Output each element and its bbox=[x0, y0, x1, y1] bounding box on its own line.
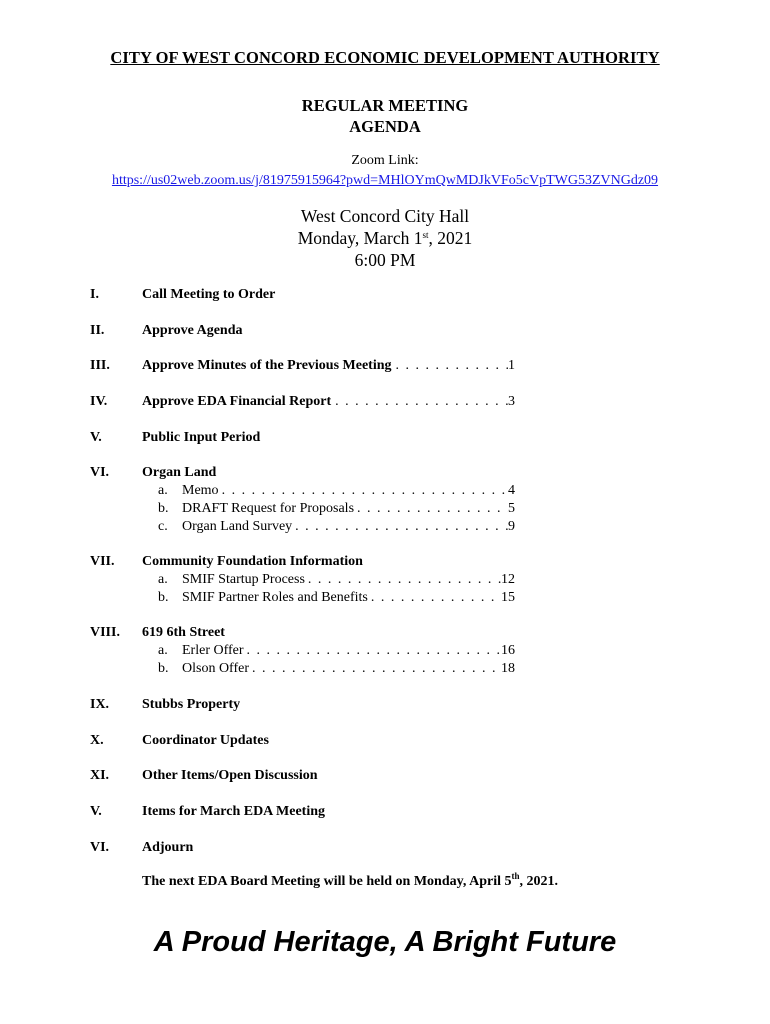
agenda-item-stubbs-property: Stubbs Property bbox=[142, 697, 241, 712]
zoom-label: Zoom Link: bbox=[351, 153, 419, 168]
sub-item bbox=[158, 483, 515, 499]
agenda-title: AGENDA bbox=[349, 117, 421, 136]
city-tagline: A Proud Heritage, A Bright Future bbox=[153, 926, 617, 958]
agenda-item-619-6th-street: 619 6th Street bbox=[142, 625, 225, 640]
item-label: Approve EDA Financial Report bbox=[142, 394, 332, 409]
meeting-time: 6:00 PM bbox=[354, 250, 416, 270]
zoom-link-row bbox=[0, 171, 770, 189]
agenda-item-adjourn: Adjourn bbox=[142, 840, 194, 855]
authority-header: CITY OF WEST CONCORD ECONOMIC DEVELOPMENT AUTHORITY bbox=[110, 48, 660, 67]
item-number: III. bbox=[90, 358, 110, 373]
dot-leader bbox=[219, 483, 508, 499]
agenda-item-march-meeting: Items for March EDA Meeting bbox=[142, 804, 325, 819]
page-number: 9 bbox=[508, 519, 515, 534]
sub-item-label: Erler Offer bbox=[182, 643, 244, 658]
agenda-item-community-foundation: Community Foundation Information bbox=[142, 554, 363, 569]
page-number: 16 bbox=[501, 643, 515, 658]
sub-item-label: Memo bbox=[182, 483, 219, 498]
sub-item-letter: a. bbox=[158, 483, 168, 498]
item-number: V. bbox=[90, 804, 102, 819]
sub-item bbox=[158, 572, 515, 588]
agenda-item-organ-land: Organ Land bbox=[142, 465, 217, 480]
sub-item-label: DRAFT Request for Proposals bbox=[182, 501, 355, 516]
page-number: 4 bbox=[508, 483, 515, 498]
item-number: IV. bbox=[90, 394, 108, 409]
item-number: XI. bbox=[90, 768, 110, 783]
dot-leader bbox=[354, 501, 508, 517]
meeting-location: West Concord City Hall bbox=[300, 206, 470, 226]
agenda-item-public-input: Public Input Period bbox=[142, 430, 261, 445]
sub-item bbox=[158, 501, 515, 517]
page-number: 18 bbox=[501, 661, 515, 676]
dot-leader bbox=[244, 643, 501, 659]
agenda-item-financial-report bbox=[142, 394, 515, 410]
page-number: 1 bbox=[508, 358, 515, 373]
sub-item-label: Organ Land Survey bbox=[182, 519, 293, 534]
sub-item-label: SMIF Startup Process bbox=[182, 572, 305, 587]
sub-item-letter: b. bbox=[158, 590, 169, 605]
sub-item-label: Olson Offer bbox=[182, 661, 250, 676]
page-number: 12 bbox=[501, 572, 515, 587]
item-number: IX. bbox=[90, 697, 110, 712]
item-number: V. bbox=[90, 430, 102, 445]
item-number: X. bbox=[90, 733, 104, 748]
meeting-title: REGULAR MEETING bbox=[301, 96, 469, 115]
sub-item-letter: a. bbox=[158, 643, 168, 658]
dot-leader bbox=[292, 519, 508, 535]
sub-item-letter: b. bbox=[158, 661, 169, 676]
page-number: 3 bbox=[508, 394, 515, 409]
next-meeting-note: The next EDA Board Meeting will be held on Monday, April 5th, 2021. bbox=[142, 871, 558, 889]
dot-leader bbox=[368, 590, 501, 606]
item-number: II. bbox=[90, 323, 105, 338]
sub-item-letter: c. bbox=[158, 519, 168, 534]
agenda-item-approve-agenda: Approve Agenda bbox=[142, 323, 243, 338]
sub-item bbox=[158, 643, 515, 659]
agenda-item-approve-minutes bbox=[142, 358, 515, 374]
dot-leader bbox=[249, 661, 501, 677]
agenda-item-call-to-order: Call Meeting to Order bbox=[142, 287, 276, 302]
item-number: VI. bbox=[90, 465, 110, 480]
item-number: VI. bbox=[90, 840, 110, 855]
sub-item-letter: b. bbox=[158, 501, 169, 516]
sub-item-letter: a. bbox=[158, 572, 168, 587]
dot-leader bbox=[392, 358, 508, 374]
agenda-item-coordinator-updates: Coordinator Updates bbox=[142, 733, 269, 748]
item-label: Approve Minutes of the Previous Meeting bbox=[142, 358, 392, 373]
page-number: 15 bbox=[501, 590, 515, 605]
page-number: 5 bbox=[508, 501, 515, 516]
zoom-link[interactable]: https://us02web.zoom.us/j/81975915964?pwd=MHlOYmQwMDJkVFo5cVpTWG53ZVNGdz09 bbox=[111, 173, 659, 188]
item-number: I. bbox=[90, 287, 99, 302]
item-number: VII. bbox=[90, 554, 115, 569]
dot-leader bbox=[305, 572, 501, 588]
dot-leader bbox=[331, 394, 508, 410]
sub-item-label: SMIF Partner Roles and Benefits bbox=[182, 590, 368, 605]
sub-item bbox=[158, 519, 515, 535]
sub-item bbox=[158, 590, 515, 606]
item-number: VIII. bbox=[90, 625, 120, 640]
agenda-item-open-discussion: Other Items/Open Discussion bbox=[142, 768, 318, 783]
sub-item bbox=[158, 661, 515, 677]
meeting-date: Monday, March 1st, 2021 bbox=[297, 228, 473, 248]
